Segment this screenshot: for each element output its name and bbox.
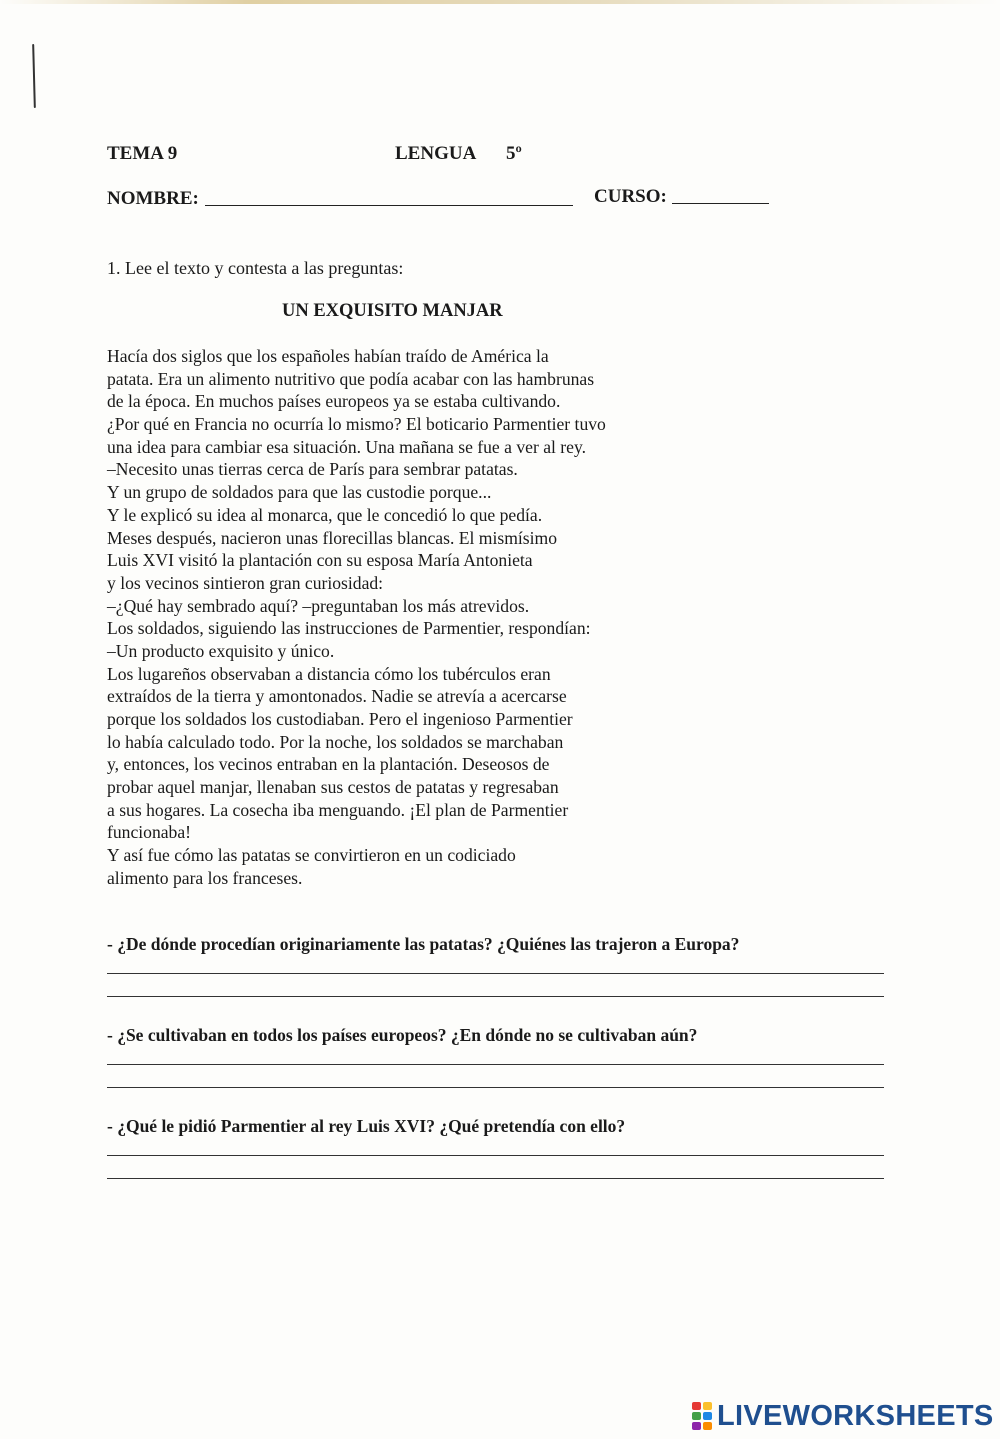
story-line: Hacía dos siglos que los españoles habían traído de América la: [107, 346, 549, 366]
answer-line-3b[interactable]: [107, 1178, 884, 1179]
grade-label: 5º: [506, 143, 522, 164]
story-line: Los soldados, siguiendo las instrucciones de Parmentier, respondían:: [107, 618, 591, 639]
course-label: CURSO:: [594, 186, 667, 207]
answer-line-1b[interactable]: [107, 996, 884, 997]
question-1: - ¿De dónde procedían originariamente las patatas? ¿Quiénes las trajeron a Europa?: [107, 934, 740, 954]
answer-line-1a[interactable]: [107, 973, 884, 974]
answer-line-2a[interactable]: [107, 1064, 884, 1065]
story-line: porque los soldados los custodiaban. Pero el ingenioso Parmentier: [107, 709, 573, 729]
story-line: y los vecinos sintieron gran curiosidad:: [107, 572, 384, 593]
story-text: [107, 345, 687, 890]
story-line: Luis XVI visitó la plantación con su esposa María Antonieta: [107, 550, 533, 571]
story-line: Y así fue cómo las patatas se convirtieron en un codiciado: [107, 845, 516, 866]
subject-label: LENGUA: [395, 143, 477, 164]
story-line: Meses después, nacieron unas florecillas blancas. El mismísimo: [107, 527, 557, 548]
liveworksheets-grid-icon: [692, 1402, 712, 1430]
story-line: Y un grupo de soldados para que las custodie porque...: [107, 482, 492, 503]
story-line: Los lugareños observaban a distancia cómo los tubérculos eran: [107, 663, 551, 684]
course-input-line[interactable]: [672, 203, 769, 204]
story-line: –Necesito unas tierras cerca de París para sembrar patatas.: [107, 459, 518, 480]
logo-text: LIVEWORKSHEETS: [717, 1399, 994, 1432]
story-line: extraídos de la tierra y amontonados. Nadie se atrevía a acercarse: [107, 686, 567, 707]
story-line: lo había calculado todo. Por la noche, los soldados se marchaban: [107, 731, 564, 752]
name-label: NOMBRE:: [107, 188, 199, 209]
answer-line-3a[interactable]: [107, 1155, 884, 1156]
story-title: UN EXQUISITO MANJAR: [282, 301, 503, 321]
story-line: probar aquel manjar, llenaban sus cestos de patatas y regresaban: [107, 777, 559, 798]
story-line: y, entonces, los vecinos entraban en la plantación. Deseosos de: [107, 754, 550, 775]
story-line: patata. Era un alimento nutritivo que podía acabar con las hambrunas: [107, 368, 595, 389]
liveworksheets-logo: [692, 1398, 994, 1434]
story-line: a sus hogares. La cosecha iba menguando. ¡El plan de Parmentier: [107, 799, 569, 820]
story-line: –Un producto exquisito y único.: [107, 640, 335, 661]
story-line: una idea para cambiar esa situación. Una mañana se fue a ver al rey.: [107, 436, 587, 457]
story-line: ¿Por qué en Francia no ocurría lo mismo? El boticario Parmentier tuvo: [107, 414, 606, 435]
story-line: Y le explicó su idea al monarca, que le concedió lo que pedía.: [107, 504, 543, 525]
page-top-edge: [0, 0, 1000, 4]
story-line: funcionaba!: [107, 822, 192, 843]
name-input-line[interactable]: [205, 205, 573, 206]
answer-line-2b[interactable]: [107, 1087, 884, 1088]
story-line: –¿Qué hay sembrado aquí? –preguntaban los más atrevidos.: [107, 595, 530, 616]
question-3: - ¿Qué le pidió Parmentier al rey Luis XVI? ¿Qué pretendía con ello?: [107, 1116, 626, 1136]
tema-label: TEMA 9: [107, 143, 178, 164]
story-line: de la época. En muchos países europeos ya se estaba cultivando.: [107, 391, 561, 412]
exercise-instruction: 1. Lee el texto y contesta a las preguntas:: [107, 258, 404, 278]
question-2: - ¿Se cultivaban en todos los países europeos? ¿En dónde no se cultivaban aún?: [107, 1025, 698, 1045]
story-line: alimento para los franceses.: [107, 867, 303, 888]
margin-pen-mark: [32, 44, 36, 108]
